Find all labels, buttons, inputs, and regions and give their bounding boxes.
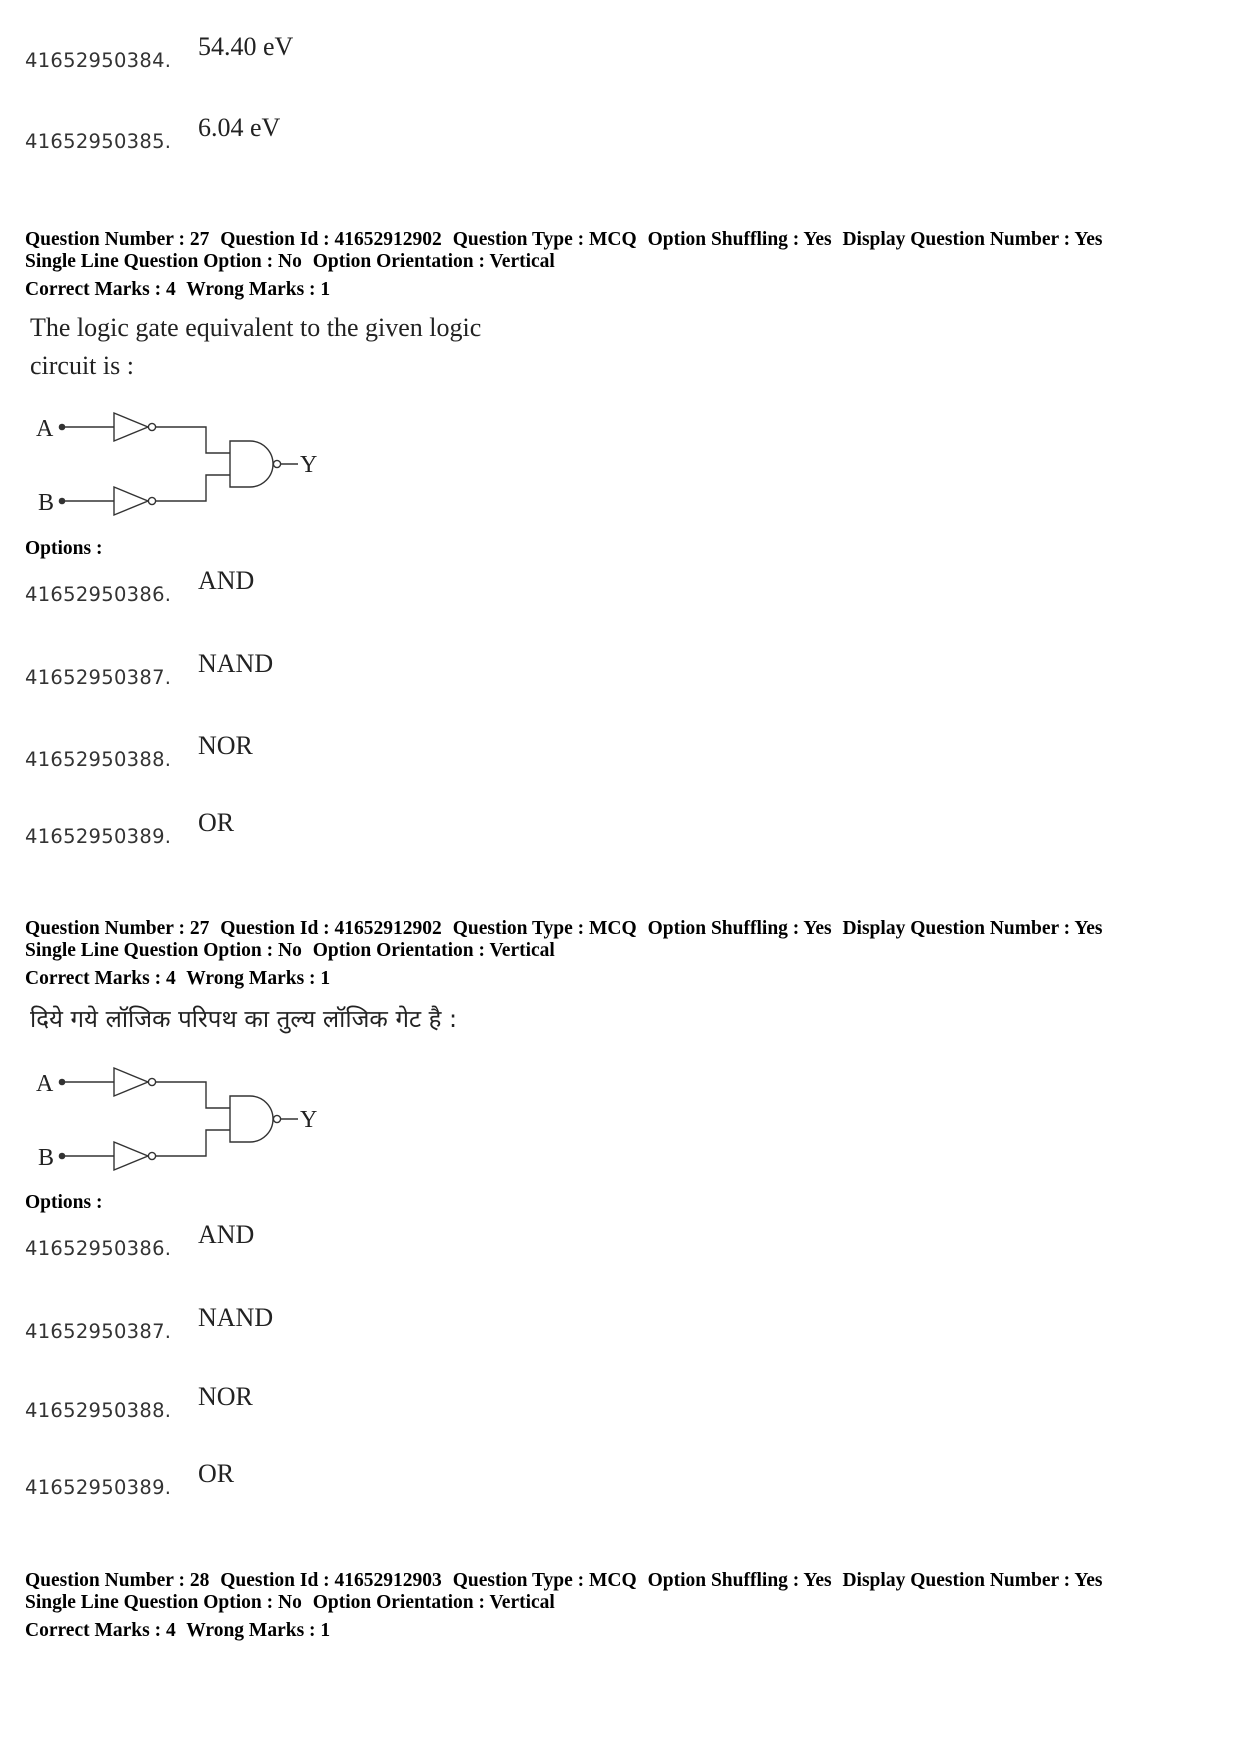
wrong-marks: Wrong Marks : 1: [186, 279, 331, 300]
logic-circuit-diagram: [30, 405, 340, 520]
question-type: Question Type : MCQ: [452, 229, 637, 250]
option-id: 41652950389.: [25, 825, 172, 848]
option-id: 41652950386.: [25, 583, 172, 606]
nand-gate: [230, 1096, 273, 1142]
output-y-label: Y: [300, 1107, 318, 1133]
question-meta: [25, 918, 1109, 990]
option-id: 41652950388.: [25, 1399, 172, 1422]
input-b-label: B: [38, 1145, 55, 1171]
question-number: Question Number : 27: [25, 229, 210, 250]
question-id: Question Id : 41652912902: [220, 229, 442, 250]
correct-marks: Correct Marks : 4: [25, 968, 176, 989]
display-question-number: Display Question Number : Yes: [842, 1570, 1103, 1591]
input-b-label: B: [38, 490, 55, 516]
option-text: NAND: [198, 649, 274, 678]
question-text: [30, 1000, 457, 1038]
question-text-line: circuit is :: [30, 351, 134, 380]
wrong-marks: Wrong Marks : 1: [186, 968, 331, 989]
single-line-option: Single Line Question Option : No: [25, 940, 302, 961]
option-id: 41652950386.: [25, 1237, 172, 1260]
option-shuffling: Option Shuffling : Yes: [647, 229, 832, 250]
options-label: Options :: [25, 1192, 103, 1213]
option-text: NOR: [198, 731, 253, 760]
logic-circuit-diagram: [30, 1060, 340, 1175]
option-text: 6.04 eV: [198, 113, 281, 142]
wrong-marks: Wrong Marks : 1: [186, 1620, 331, 1641]
option-text: OR: [198, 1459, 235, 1488]
option-id: 41652950387.: [25, 666, 172, 689]
not-gate-a: [114, 413, 148, 441]
option-text: OR: [198, 808, 235, 837]
option-id: 41652950384.: [25, 49, 172, 72]
question-id: Question Id : 41652912903: [220, 1570, 442, 1591]
option-text: AND: [198, 1220, 255, 1249]
option-id: 41652950389.: [25, 1476, 172, 1499]
question-type: Question Type : MCQ: [452, 918, 637, 939]
option-id: 41652950385.: [25, 130, 172, 153]
input-a-label: A: [36, 416, 54, 442]
question-number: Question Number : 28: [25, 1570, 210, 1591]
not-gate-b: [114, 487, 148, 515]
display-question-number: Display Question Number : Yes: [842, 918, 1103, 939]
question-number: Question Number : 27: [25, 918, 210, 939]
not-gate-b: [114, 1142, 148, 1170]
question-meta: [25, 1570, 1109, 1642]
single-line-option: Single Line Question Option : No: [25, 1592, 302, 1613]
question-text-line: The logic gate equivalent to the given logic: [30, 313, 482, 342]
option-id: 41652950388.: [25, 748, 172, 771]
option-text: AND: [198, 566, 255, 595]
single-line-option: Single Line Question Option : No: [25, 251, 302, 272]
option-shuffling: Option Shuffling : Yes: [647, 918, 832, 939]
option-orientation: Option Orientation : Vertical: [312, 1592, 555, 1613]
nand-gate: [230, 441, 273, 487]
question-type: Question Type : MCQ: [452, 1570, 637, 1591]
option-text: NAND: [198, 1303, 274, 1332]
option-orientation: Option Orientation : Vertical: [312, 940, 555, 961]
options-label: Options :: [25, 538, 103, 559]
option-id: 41652950387.: [25, 1320, 172, 1343]
option-shuffling: Option Shuffling : Yes: [647, 1570, 832, 1591]
question-text: [30, 309, 481, 385]
input-a-label: A: [36, 1071, 54, 1097]
output-y-label: Y: [300, 452, 318, 478]
not-gate-a: [114, 1068, 148, 1096]
question-text-line: दिये गये लॉजिक परिपथ का तुल्य लॉजिक गेट है :: [30, 1005, 458, 1033]
option-orientation: Option Orientation : Vertical: [312, 251, 555, 272]
question-meta: [25, 229, 1109, 301]
correct-marks: Correct Marks : 4: [25, 1620, 176, 1641]
option-text: NOR: [198, 1382, 253, 1411]
option-text: 54.40 eV: [198, 32, 294, 61]
question-id: Question Id : 41652912902: [220, 918, 442, 939]
correct-marks: Correct Marks : 4: [25, 279, 176, 300]
display-question-number: Display Question Number : Yes: [842, 229, 1103, 250]
